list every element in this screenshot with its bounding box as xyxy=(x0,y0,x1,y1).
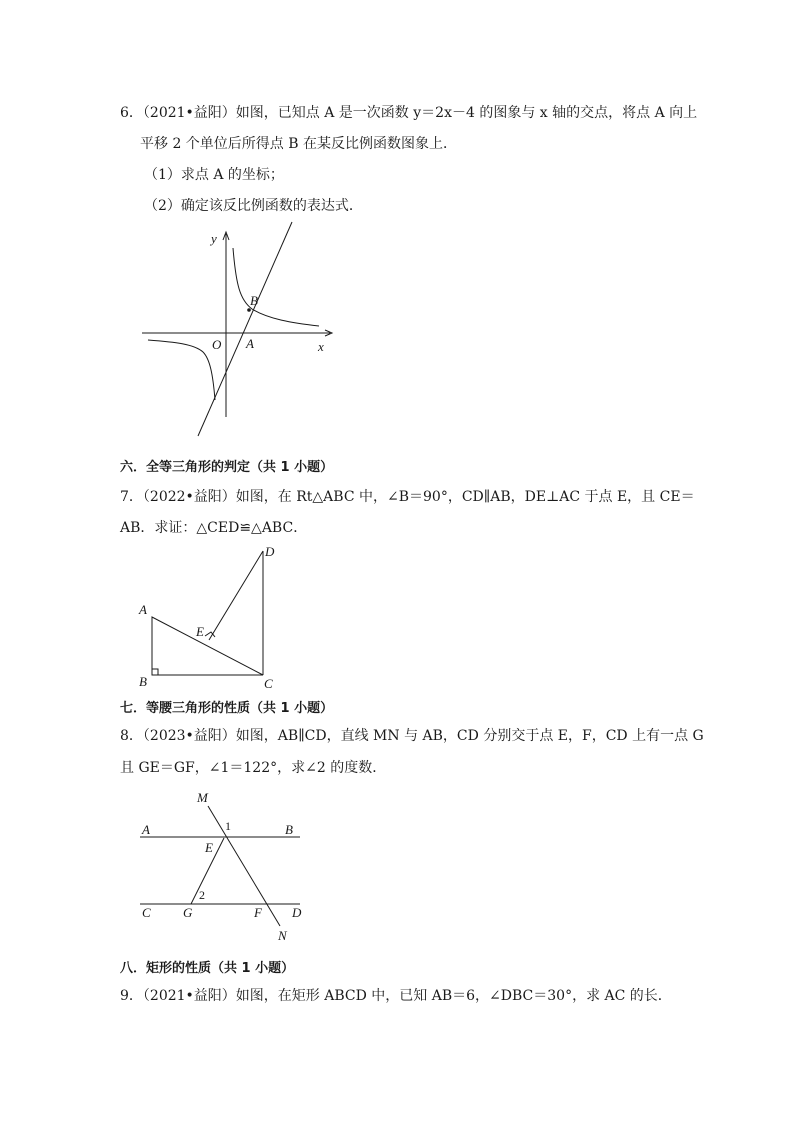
q8-label-c: C xyxy=(142,905,151,920)
q6-label-b: B xyxy=(250,293,258,308)
q6-label-o: O xyxy=(212,337,222,352)
q8-label-f: F xyxy=(254,905,262,920)
q8-line1: 8．（2023•益阳）如图，AB∥CD，直线 MN 与 AB，CD 分别交于点 E，F，CD 上有一点 G xyxy=(120,728,704,744)
q6-label-a: A xyxy=(246,336,254,351)
q7-line2: AB．求证：△CED≌△ABC． xyxy=(120,520,308,536)
q6-hyperbola-branch-1 xyxy=(233,248,319,326)
section-7-heading: 七．等腰三角形的性质（共 1 小题） xyxy=(120,701,334,716)
q8-label-d: D xyxy=(292,905,302,920)
q7-right-angle-b xyxy=(152,669,158,675)
q6-line1: 6．（2021•益阳）如图，已知点 A 是一次函数 y＝2x－4 的图象与 x 轴的交点，将点 A 向上 xyxy=(120,105,698,121)
q8-label-n: N xyxy=(278,928,287,943)
q6-part1: （1）求点 A 的坐标； xyxy=(144,167,284,183)
q6-linear-function xyxy=(198,222,292,436)
q6-line2: 平移 2 个单位后所得点 B 在某反比例函数图象上． xyxy=(140,136,457,152)
q8-label-e: E xyxy=(205,840,213,855)
q7-label-d: D xyxy=(265,544,275,559)
q7-segment-de xyxy=(209,551,263,640)
q8-label-angle-2: 2 xyxy=(199,888,205,902)
q6-label-y: y xyxy=(211,231,217,246)
q8-label-a: A xyxy=(142,822,150,837)
q7-line1: 7．（2022•益阳）如图，在 Rt△ABC 中，∠B＝90°，CD∥AB，DE⊥AC 于点 E，且 CE＝ xyxy=(120,489,695,505)
q7-triangle-abc xyxy=(152,617,263,675)
q6-label-x: x xyxy=(318,339,324,354)
q8-label-m: M xyxy=(197,790,208,805)
q8-line2: 且 GE＝GF，∠1＝122°，求∠2 的度数． xyxy=(120,760,387,776)
q8-label-b: B xyxy=(285,822,293,837)
q6-point-b xyxy=(247,308,251,312)
q7-label-c: C xyxy=(264,676,273,691)
q6-part2: （2）确定该反比例函数的表达式． xyxy=(144,198,363,214)
section-6-heading: 六．全等三角形的判定（共 1 小题） xyxy=(120,460,334,475)
q7-label-b: B xyxy=(139,674,147,689)
q6-hyperbola-branch-2 xyxy=(148,340,215,400)
q7-label-a: A xyxy=(139,602,147,617)
q8-label-angle-1: 1 xyxy=(225,819,231,833)
q7-label-e: E xyxy=(196,624,204,639)
section-8-heading: 八．矩形的性质（共 1 小题） xyxy=(120,961,295,976)
q8-line-mn xyxy=(208,806,280,926)
q8-label-g: G xyxy=(183,905,193,920)
q9-line1: 9．（2021•益阳）如图，在矩形 ABCD 中，已知 AB＝6，∠DBC＝30°，求 AC 的长． xyxy=(120,988,672,1004)
